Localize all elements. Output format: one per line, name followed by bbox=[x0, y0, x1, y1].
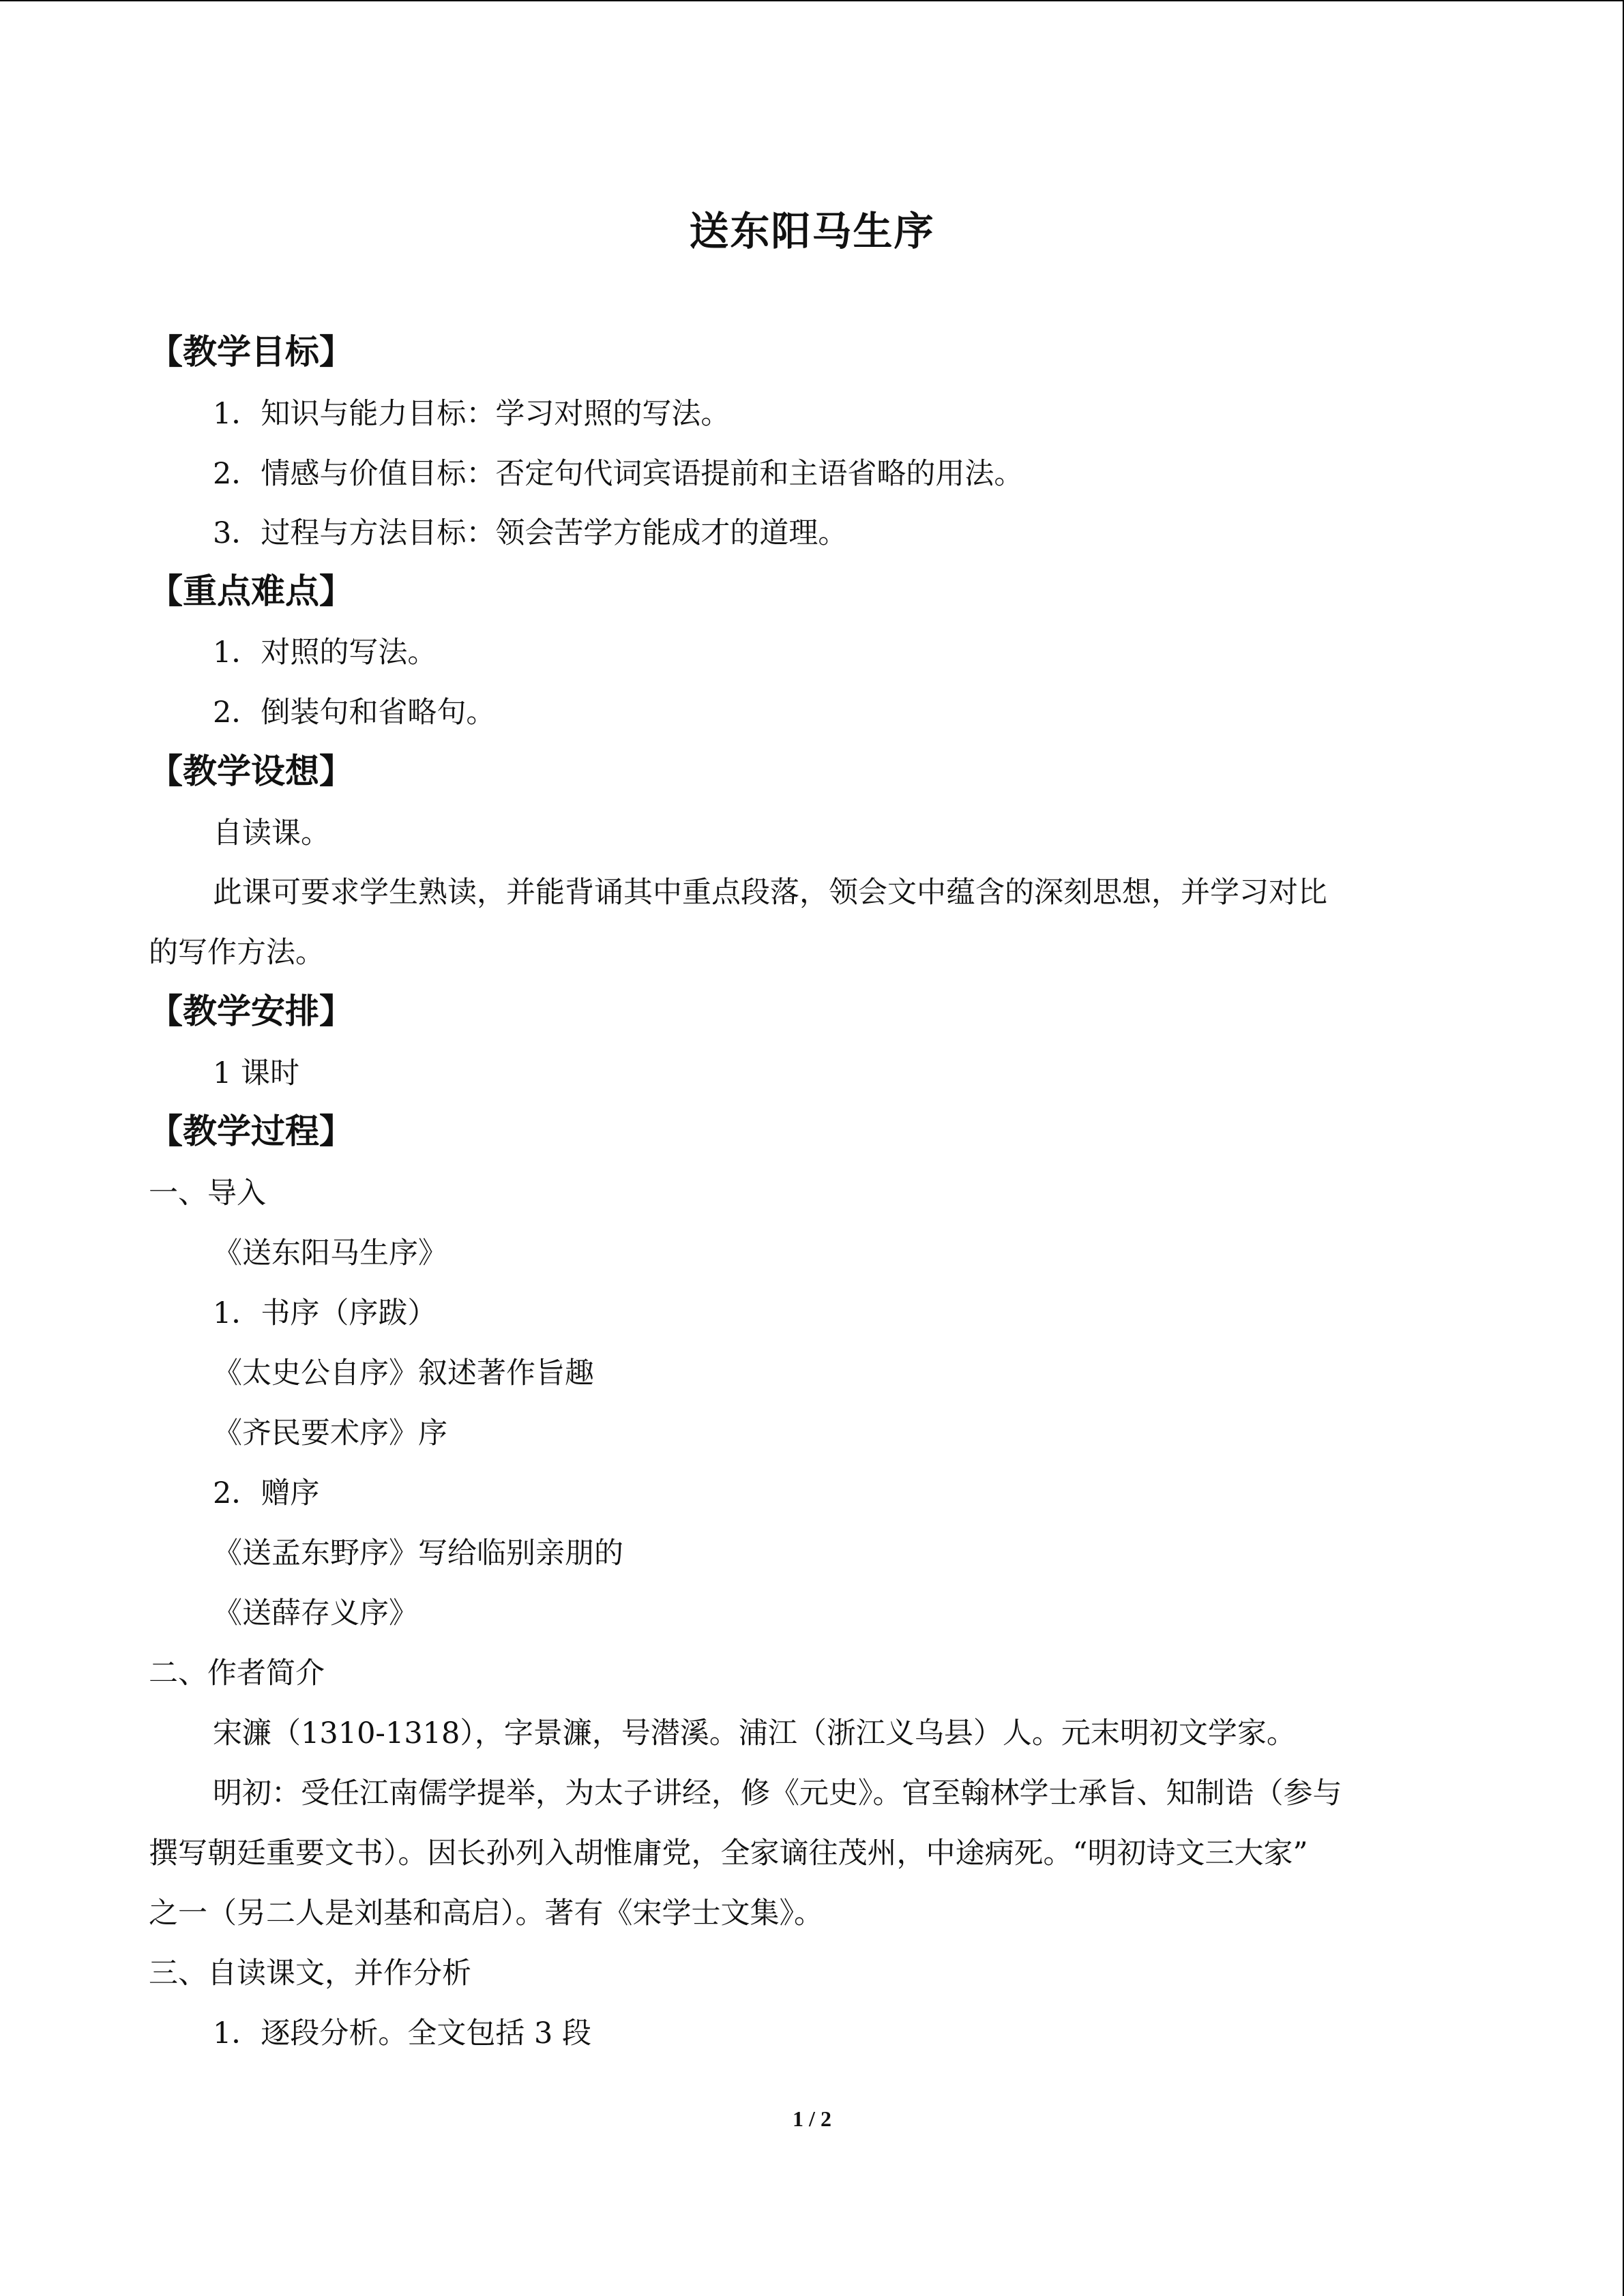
section-heading-schedule: 【教学安排】 bbox=[149, 992, 353, 1031]
key-point-item: 1．对照的写法。 bbox=[213, 636, 437, 670]
process-line: 2．赠序 bbox=[213, 1476, 320, 1510]
process-line: 一、导入 bbox=[149, 1176, 266, 1210]
objective-item: 2．情感与价值目标：否定句代词宾语提前和主语省略的用法。 bbox=[213, 457, 1024, 491]
key-point-item: 2．倒装句和省略句。 bbox=[213, 696, 496, 730]
section-heading-objectives: 【教学目标】 bbox=[149, 332, 353, 372]
objective-item: 1．知识与能力目标：学习对照的写法。 bbox=[213, 397, 730, 431]
process-line: 《齐民要术序》序 bbox=[213, 1416, 447, 1450]
process-line: 撰写朝廷重要文书）。因长孙列入胡惟庸党，全家谪往茂州，中途病死。“明初诗文三大家” bbox=[149, 1836, 1308, 1870]
process-line: 《太史公自序》叙述著作旨趣 bbox=[213, 1356, 594, 1390]
process-line: 三、自读课文，并作分析 bbox=[149, 1956, 471, 1991]
process-line: 二、作者简介 bbox=[149, 1656, 325, 1690]
design-line: 自读课。 bbox=[213, 816, 330, 850]
design-line: 此课可要求学生熟读，并能背诵其中重点段落，领会文中蕴含的深刻思想，并学习对比 bbox=[213, 876, 1327, 910]
process-line: 《送薛存义序》 bbox=[213, 1596, 418, 1630]
process-line: 1．逐段分析。全文包括 3 段 bbox=[213, 2016, 592, 2051]
design-line: 的写作方法。 bbox=[149, 936, 325, 970]
section-heading-design: 【教学设想】 bbox=[149, 751, 353, 791]
process-line: 宋濂（1310-1318），字景濂，号潜溪。浦江（浙江义乌县）人。元末明初文学家。 bbox=[213, 1716, 1296, 1750]
schedule-line: 1 课时 bbox=[213, 1056, 300, 1090]
process-line: 1．书序（序跋） bbox=[213, 1296, 437, 1330]
section-heading-key-points: 【重点难点】 bbox=[149, 571, 353, 611]
process-line: 《送东阳马生序》 bbox=[213, 1236, 447, 1270]
process-line: 《送孟东野序》写给临别亲朋的 bbox=[213, 1536, 623, 1570]
process-line: 明初：受任江南儒学提举，为太子讲经，修《元史》。官至翰林学士承旨、知制诰（参与 bbox=[213, 1776, 1342, 1810]
objective-item: 3．过程与方法目标：领会苦学方能成才的道理。 bbox=[213, 516, 848, 550]
process-line: 之一（另二人是刘基和高启）。著有《宋学士文集》。 bbox=[149, 1896, 823, 1930]
section-heading-process: 【教学过程】 bbox=[149, 1112, 353, 1151]
document-title: 送东阳马生序 bbox=[689, 208, 935, 254]
page-number: 1 / 2 bbox=[793, 2106, 831, 2131]
